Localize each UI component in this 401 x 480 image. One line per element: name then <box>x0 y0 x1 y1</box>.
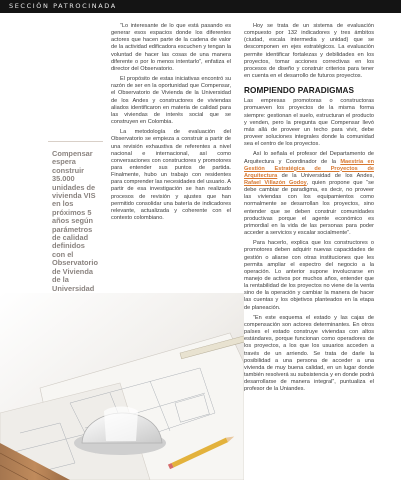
article-column-1 <box>111 23 231 225</box>
paragraph: Hoy se trata de un sistema de evaluación compuesto por 132 indicadores y tres ámbitos (ciudad, escala intermedia y unidad) que se descomponen en ejes estratégicos. La evaluación permite identificar fortalezas y debilidades en los proyectos, tomar acciones correctivas en los procesos de diseño y construir criterios para tener en cuenta en el desarrollo de futuros proyectos. <box>244 23 374 80</box>
paragraph: Así lo señala el profesor del Departamento de Arquitectura y Coordinador de la Maestría en Gestión Estratégica de Proyectos de Arquitectura de la Universidad de los Andes, Rafael Villazón Godoy, quien propone que “se debe cambiar de paradigma, es decir, no proveer las viviendas con los equipamientos como normalmente se desarrollan los proyectos, sino entender que se deben construir comunidades productivas porque el agente económico es primordial en la vida de las personas para poder acceder a servicios y escalar socialmente”. <box>244 151 374 237</box>
pullquote-divider <box>48 141 103 142</box>
article-column-2 <box>244 23 374 397</box>
paragraph: El propósito de estas iniciativas encontró su razón de ser en la oportunidad que Compensar, el Observatorio de Vivienda de la Universidad de los Andes y constructores de viviendas aliados identificaron en materia de calidad para las viviendas de interés social que se construyen en Colombia. <box>111 76 231 126</box>
paragraph: Para hacerlo, explica que los constructores o promotores deben adquirir nuevas capacidades de gestión o aliarse con otras instituciones que les permita ampliar el espectro del negocio a la operación. Lo anterior supone involucrarse en manejo de activos por muchos años, entender que la rentabilidad de los proyectos no viene de la venta sino de la operación y cambiar la manera de hacer las cuentas y los objetivos planteados en la etapa de planeación. <box>244 240 374 311</box>
section-header-bar <box>0 0 401 13</box>
paragraph: Las empresas promotoras o constructoras promueven los proyectos de la misma forma siempre: gestionan el suelo, estructuran el producto y venden, pero la pregunta que Compensar llevó más allá de proveer un techo para vivir, debe proveer soluciones integrales donde la comunidad sea el centro de los proyectos. <box>244 98 374 148</box>
paragraph: La metodología de evaluación del Observatorio se empieza a construir a partir de una revisión exhaustiva de referentes a nivel nacional e internacional, así como conversaciones con constructores y promotores para entender sus puntos de partida. Finalmente, hubo un trabajo con residentes para comprender las necesidades del usuario. A partir de esa investigación se han realizado procesos de revisión y ajustes que han permitido consolidar una batería de indicadores relevante, actualizada y coherente con el contexto colombiano. <box>111 129 231 222</box>
pull-quote: Compensar espera construir 35.000 unidades de vivienda VIS en los próximos 5 años según parámetros de calidad definidos con el Observatorio de Vivienda de la Universidad <box>52 149 99 293</box>
construction-plans-photo <box>0 293 244 480</box>
masters-program-link[interactable]: Maestría en Gestión Estratégica de Proyectos de Arquitectura <box>244 158 374 179</box>
section-heading: ROMPIENDO PARADIGMAS <box>244 86 355 96</box>
section-label: SECCIÓN PATROCINADA <box>9 2 117 10</box>
paragraph: “En este esquema el estado y las cajas de compensación son actores determinantes. En otros países el estado construye viviendas con altos estándares, porque funcionan como operadores de los proyectos, a los que los usuarios acceden a través de un arriendo. Se trata de darle la posibilidad a una persona de acceder a una vivienda de muy buena calidad, en un lugar donde también resolverá su subsistencia y en donde podrá desarrollarse de manera integral”, puntualiza el profesor de la Uniandes. <box>244 314 374 393</box>
professor-name-link[interactable]: Rafael Villazón Godoy <box>244 179 307 186</box>
paragraph: “Lo interesante de lo que está pasando es generar esos espacios donde los diferentes actores que hacen parte de la cadena de valor de la actividad edificadora escuchen y tengan la voluntad de hacer las cosas de una manera diferente o por lo menos intentarlo”, enfatiza el director del Observatorio. <box>111 23 231 72</box>
